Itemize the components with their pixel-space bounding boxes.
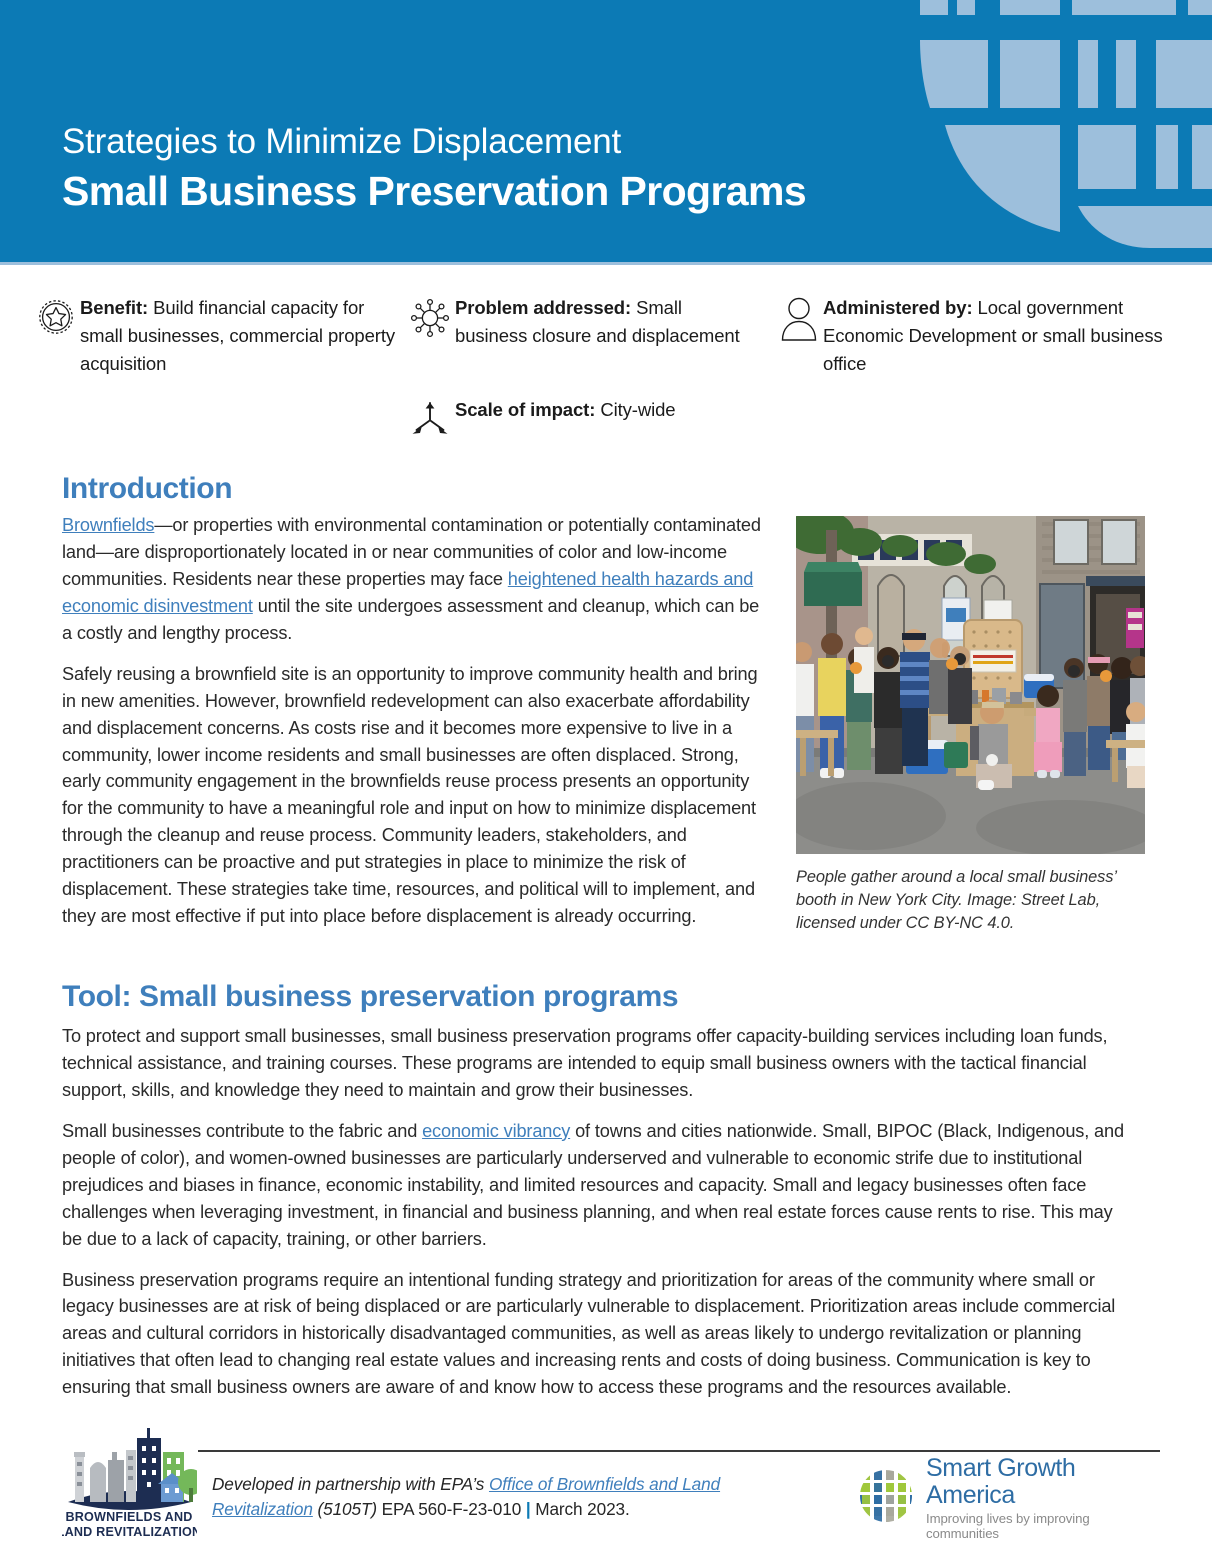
sga-wordmark — [926, 1455, 1158, 1541]
header-eyebrow-title: Strategies to Minimize Displacement — [62, 122, 622, 161]
obrl-link[interactable]: Office of Brownfields and Land Revitalization — [212, 1474, 721, 1520]
introduction-paragraph-1 — [62, 512, 772, 647]
sga-name: Smart Growth America — [926, 1454, 1076, 1509]
introduction-paragraph-2: Safely reusing a brownfield site is an opportunity to improve community health and bring in new amenities. However, brownfield redevelopment can also exacerbate affordability and displacement concerns. As costs rise and it becomes more expensive to live in a community, lower income residents and small businesses are often displaced. Strong, early community engagement in the brownfields reuse process presents an opportunity for the community to have a meaningful role and input on how to minimize displacement through the cleanup and reuse process. Community leaders, stakeholders, and practitioners can be proactive and put strategies in place to minimize the risk of displacement. These strategies take time, resources, and political will to implement, and they are most effective if put into place before displacement is already occurring. — [62, 663, 758, 927]
introduction-heading: Introduction — [62, 472, 233, 505]
arrows-expand-icon — [405, 396, 455, 440]
smart-growth-america-logo — [858, 1454, 1158, 1541]
header-decorative-pattern — [900, 0, 1212, 265]
tool-p2-segment-1: Small businesses contribute to the fabric and — [62, 1120, 423, 1141]
meta-administered-text — [823, 294, 1175, 377]
brownfields-land-revitalization-logo — [62, 1426, 197, 1541]
tool-heading: Tool: Small business preservation programs — [62, 980, 679, 1013]
page-footer — [0, 1420, 1212, 1559]
meta-item-problem — [405, 294, 757, 350]
meta-benefit-text — [80, 294, 407, 377]
meta-problem-label: Problem addressed: — [455, 297, 632, 318]
meta-item-scale — [405, 396, 757, 440]
network-nodes-icon — [405, 294, 455, 340]
meta-benefit-value: Build financial capacity for small businesses, commercial property acquisition — [80, 297, 396, 374]
meta-administered-value: Local government Economic Development or small business office — [823, 297, 1163, 374]
credit-segment-2: (5105T) — [312, 1499, 377, 1520]
tool-p2-segment-2: of towns and cities nationwide. Small, BIPOC (Black, Indigenous, and people of color), and women-owned businesses are particularly underserved and vulnerable to economic strife due to institutional prejudices and biases in finance, economic instability, and limited resources and capacity. Small and legacy businesses often face challenges when leveraging investment, in financial and business planning, and when real estate forces cause rents to rise. This may be due to a lack of capacity, training, or other barriers. — [62, 1120, 1124, 1249]
meta-problem-text — [455, 294, 757, 350]
credit-pipe: | — [525, 1499, 531, 1520]
meta-scale-text — [455, 396, 676, 424]
meta-administered-label: Administered by: — [823, 297, 973, 318]
header-bottom-rule — [0, 262, 1212, 265]
photo-block — [796, 516, 1145, 935]
meta-item-benefit — [32, 294, 407, 377]
footer-divider — [198, 1450, 1160, 1452]
credit-epa-number: EPA 560-F-23-010 — [377, 1499, 526, 1520]
meta-scale-label: Scale of impact: — [455, 399, 596, 420]
page-title: Small Business Preservation Programs — [62, 168, 807, 215]
footer-credit-text — [212, 1472, 812, 1522]
meta-benefit-label: Benefit: — [80, 297, 149, 318]
economic-vibrancy-link[interactable]: economic vibrancy — [422, 1120, 571, 1141]
svg-text:LAND REVITALIZATION: LAND REVITALIZATION — [62, 1525, 197, 1539]
tool-paragraph-1: To protect and support small businesses, small business preservation programs offer capacity-building services including loan funds, technical assistance, and training courses. These programs are intended to equip small business owners with the tactical financial support, skills, and knowledge they need to maintain and grow their businesses. — [62, 1026, 1108, 1100]
star-badge-icon — [32, 294, 80, 338]
sga-tagline: Improving lives by improving communities — [926, 1510, 1090, 1541]
brownfields-link[interactable]: Brownfields — [62, 515, 155, 535]
meta-problem-value: Small business closure and displacement — [455, 297, 740, 346]
tool-paragraph-3: Business preservation programs require an intentional funding strategy and prioritization for areas of the community where small or legacy businesses are at risk of being displaced or are particularly vulnerable to displacement. Prioritization areas include commercial areas and cultural corridors in historically disadvantaged communities, as well as areas likely to undergo revitalization or planning initiatives that often lead to changing real estate values and increasing rents and costs of doing business. Communication is key to ensuring that small business owners are aware of and know how to access these programs and the resources available. — [62, 1269, 1116, 1398]
health-hazards-link[interactable]: heightened health hazards and economic disinvestment — [62, 568, 754, 616]
sga-mark-icon — [858, 1468, 914, 1529]
intro-p1-segment-1: —or properties with environmental contamination or potentially contaminated land—are disproportionately located in or near communities of color and low-income communities. Residents near these properties may face — [62, 515, 761, 589]
intro-p1-segment-2: until the site undergoes assessment and cleanup, which can be a costly and lengthy process. — [62, 595, 760, 643]
introduction-column — [62, 512, 772, 930]
photo-caption: People gather around a local small business’ booth in New York City. Image: Street Lab, licensed under CC BY-NC 4.0. — [796, 868, 1116, 932]
credit-date: March 2023. — [530, 1499, 630, 1520]
header-title-block — [62, 122, 806, 216]
svg-text:BROWNFIELDS AND: BROWNFIELDS AND — [65, 1510, 193, 1524]
tool-paragraph-2 — [62, 1118, 1132, 1253]
tool-column — [62, 1023, 1132, 1401]
metadata-row — [0, 288, 1212, 448]
person-icon — [775, 294, 823, 342]
page-header — [0, 0, 1212, 265]
meta-scale-value: City-wide — [595, 399, 676, 420]
credit-segment-1: Developed in partnership with EPA’s — [212, 1474, 489, 1494]
meta-item-administered-by — [775, 294, 1175, 377]
street-fair-photo — [796, 516, 1145, 854]
